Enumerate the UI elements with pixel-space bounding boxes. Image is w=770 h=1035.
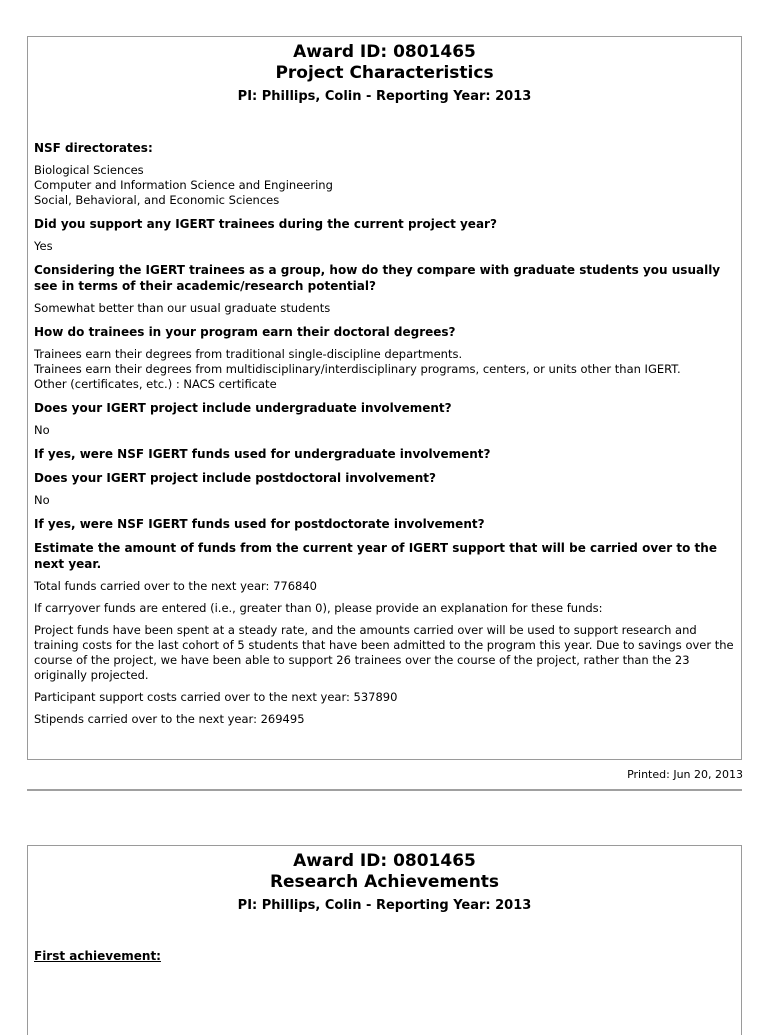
question-postdoc: Does your IGERT project include postdoctoral involvement?: [34, 471, 436, 485]
first-achievement-heading: First achievement:: [34, 949, 161, 963]
answer-postdoc: No: [34, 493, 50, 507]
carryover-prompt: If carryover funds are entered (i.e., greater than 0), please provide an explanation for these funds:: [34, 601, 603, 615]
degree-item: Trainees earn their degrees from traditional single-discipline departments.: [34, 347, 463, 361]
panel-content: [28, 140, 741, 727]
question-support: Did you support any IGERT trainees during the current project year?: [34, 217, 497, 231]
question-postdoc-funds: If yes, were NSF IGERT funds used for postdoctorate involvement?: [34, 517, 485, 531]
total-funds: Total funds carried over to the next year: 776840: [34, 579, 317, 593]
award-id-heading: Award ID: 0801465: [293, 42, 476, 62]
panel-header: [28, 851, 741, 913]
research-achievements-panel: [27, 845, 742, 1035]
section-title: Project Characteristics: [275, 63, 494, 83]
question-carryover: Estimate the amount of funds from the current year of IGERT support that will be carried over to the next year.: [34, 541, 717, 571]
answer-undergrad: No: [34, 423, 50, 437]
stipends: Stipends carried over to the next year: 269495: [34, 712, 305, 726]
directorate-item: Social, Behavioral, and Economic Sciences: [34, 193, 280, 207]
project-characteristics-panel: [27, 36, 742, 760]
directorate-item: Computer and Information Science and Engineering: [34, 178, 333, 192]
carryover-explanation: Project funds have been spent at a steady rate, and the amounts carried over will be used to support research and training costs for the last cohort of 5 students that have been admitted to the program this year. Due to savings over the course of the project, we have been able to support 26 trainees over the course of the project, rather than the 23 originally projected.: [34, 623, 734, 682]
question-undergrad-funds: If yes, were NSF IGERT funds used for undergraduate involvement?: [34, 447, 491, 461]
award-id-heading: Award ID: 0801465: [293, 851, 476, 871]
degree-item: Other (certificates, etc.) : NACS certificate: [34, 377, 277, 391]
question-compare: Considering the IGERT trainees as a group, how do they compare with graduate students you usually see in terms of their academic/research potential?: [34, 263, 721, 293]
directorate-item: Biological Sciences: [34, 163, 144, 177]
question-undergrad: Does your IGERT project include undergraduate involvement?: [34, 401, 452, 415]
degree-item: Trainees earn their degrees from multidisciplinary/interdisciplinary programs, centers, or units other than IGERT.: [34, 362, 681, 376]
panel-content: [28, 949, 741, 964]
panel-header: [28, 42, 741, 104]
directorates-label: NSF directorates:: [34, 141, 153, 155]
directorates-list: [34, 163, 735, 208]
page-divider: [27, 789, 742, 791]
pi-subtitle: PI: Phillips, Colin - Reporting Year: 2013: [237, 898, 532, 913]
answer-degrees: [34, 347, 735, 392]
section-title: Research Achievements: [269, 872, 500, 892]
answer-compare: Somewhat better than our usual graduate students: [34, 301, 331, 315]
printed-date: Printed: Jun 20, 2013: [627, 768, 743, 781]
answer-support: Yes: [34, 239, 53, 253]
pi-subtitle: PI: Phillips, Colin - Reporting Year: 2013: [237, 89, 532, 104]
question-degrees: How do trainees in your program earn their doctoral degrees?: [34, 325, 456, 339]
participant-costs: Participant support costs carried over to the next year: 537890: [34, 690, 398, 704]
